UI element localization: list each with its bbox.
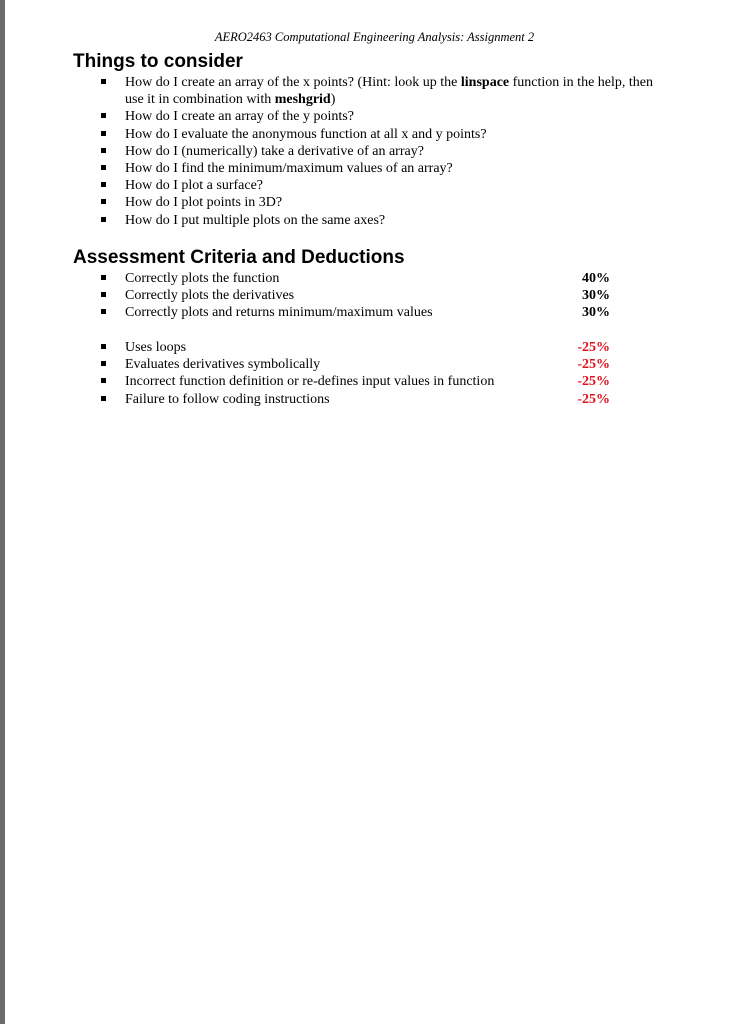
deduction-value: -25% [577,374,610,390]
list-item-text: How do I create an array of the y points? [125,109,354,125]
deduction-text: Evaluates derivatives symbolically [125,357,321,373]
criteria-weight: 30% [582,305,610,321]
list-item-text: How do I put multiple plots on the same axes? [125,212,386,228]
bullet-icon [101,275,106,280]
things-to-consider-heading: Things to consider [73,51,243,72]
deduction-value: -25% [577,340,610,355]
document-page [5,0,744,1024]
bullet-icon [101,344,106,349]
list-item [5,74,744,108]
deduction-item [5,356,744,373]
list-item-text: How do I plot points in 3D? [125,195,283,211]
meshgrid-keyword: meshgrid [274,92,331,108]
bullet-icon [101,378,106,383]
bullet-icon [101,131,106,136]
list-item-text: How do I find the minimum/maximum values of an array? [125,161,453,177]
criteria-weight: 30% [582,288,610,304]
list-item-text: How do I plot a surface? [125,178,264,194]
list-item-text: How do I (numerically) take a derivative of an array? [125,143,424,159]
criteria-item [5,304,744,321]
list-item-text: How do I evaluate the anonymous function at all x and y points? [125,126,487,142]
assessment-criteria-heading: Assessment Criteria and Deductions [73,247,405,268]
bullet-icon [101,148,106,153]
list-item [5,194,744,211]
criteria-weight: 40% [582,271,610,286]
bullet-icon [101,292,106,297]
deduction-text: Incorrect function definition or re-defines input values in function [125,374,495,390]
bullet-icon [101,165,106,170]
bullet-icon [101,79,106,84]
criteria-list [5,270,744,322]
list-item [5,160,744,177]
list-item [5,177,744,194]
bullet-icon [101,361,106,366]
list-item [5,143,744,160]
bullet-icon [101,396,106,401]
deduction-text: Failure to follow coding instructions [125,391,330,407]
deduction-item [5,391,744,408]
deduction-value: -25% [577,391,610,407]
linspace-keyword: linspace [460,75,510,90]
criteria-item [5,270,744,287]
list-item [5,212,744,229]
deduction-text: Uses loops [125,340,187,355]
deductions-list [5,339,744,408]
criteria-text: Correctly plots the derivatives [125,288,295,304]
running-header: AERO2463 Computational Engineering Analysis: Assignment 2 [214,30,535,44]
bullet-icon [101,217,106,222]
deduction-value: -25% [577,357,610,373]
criteria-text: Correctly plots and returns minimum/maximum values [125,305,433,321]
criteria-text: Correctly plots the function [125,271,280,286]
list-item-text: How do I create an array of the x points? (Hint: look up the linspace function in the help, then use it in combination with meshgrid) [125,75,653,108]
bullet-icon [101,199,106,204]
deduction-item [5,339,744,356]
list-item [5,126,744,143]
deduction-item [5,373,744,390]
things-to-consider-list [5,74,744,229]
bullet-icon [101,182,106,187]
criteria-item [5,287,744,304]
bullet-icon [101,113,106,118]
list-item [5,108,744,125]
bullet-icon [101,309,106,314]
